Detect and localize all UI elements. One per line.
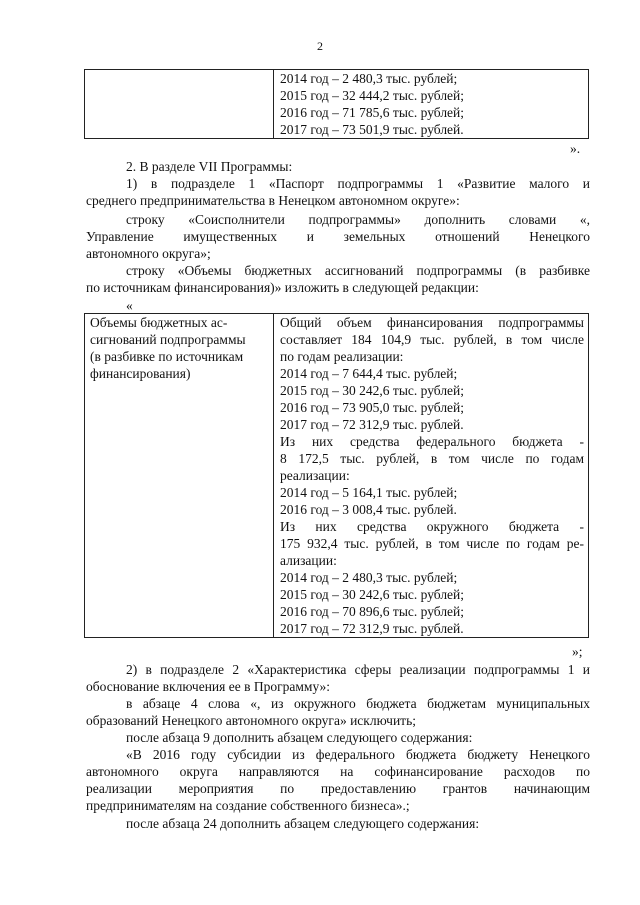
value-line: 2016 год – 73 905,0 тыс. рублей;: [280, 400, 465, 415]
table-value-cell: [274, 314, 589, 638]
value-line: 175 932,4 тыс. рублей, в том числе по годам ре-: [280, 536, 584, 551]
main-table-closing-quote: »;: [572, 644, 583, 659]
value-line: ализации:: [280, 553, 337, 568]
table-label-cell: [85, 314, 274, 638]
paragraph4-amendment: [86, 695, 590, 729]
top-table-line: 2015 год – 32 444,2 тыс. рублей;: [280, 88, 465, 103]
label-line: финансирования): [90, 366, 191, 381]
coexec-line: автономного округа»;: [86, 246, 211, 261]
open-quote: «: [126, 298, 133, 313]
value-line: по годам реализации:: [280, 349, 404, 364]
subsidy-line: реализации мероприятия по предоставлению грантов начинающим: [86, 781, 590, 796]
budget-allocation-table: [84, 313, 589, 638]
item2-line: 2) в подразделе 2 «Характеристика сферы реализации подпрограммы 1 и: [126, 662, 590, 677]
section-heading: 2. В разделе VII Программы:: [126, 159, 293, 174]
top-table-years-cell: [274, 70, 589, 139]
item2-line: обоснование включения ее в Программу»:: [86, 679, 331, 694]
item1-paragraph: [86, 175, 590, 209]
top-budget-table: [84, 69, 589, 139]
volumes-paragraph: [86, 262, 590, 296]
top-table-closing-quote: ».: [570, 141, 581, 156]
subsidy-line: предпринимателям на создание собственного бизнеса».;: [86, 798, 410, 813]
volumes-line: строку «Объемы бюджетных ассигнований подпрограммы (в разбивке: [126, 263, 590, 278]
volumes-line: по источникам финансирования)» изложить в следующей редакции:: [86, 280, 479, 295]
value-line: 2015 год – 30 242,6 тыс. рублей;: [280, 587, 465, 602]
after-paragraph-24: после абзаца 24 дополнить абзацем следующего содержания:: [126, 816, 480, 831]
value-line: 2016 год – 70 896,6 тыс. рублей;: [280, 604, 465, 619]
top-table-line: 2016 год – 71 785,6 тыс. рублей;: [280, 105, 465, 120]
value-line: 2017 год – 72 312,9 тыс. рублей.: [280, 621, 464, 636]
para4-line: в абзаце 4 слова «, из окружного бюджета бюджетам муниципальных: [126, 696, 590, 711]
value-line: реализации:: [280, 468, 350, 483]
coexec-line: Управление имущественных и земельных отношений Ненецкого: [86, 229, 590, 244]
label-line: Объемы бюджетных ас-: [90, 315, 228, 330]
para4-line: образований Ненецкого автономного округа» исключить;: [86, 713, 416, 728]
item1-line: 1) в подразделе 1 «Паспорт подпрограммы 1 «Развитие малого и: [126, 176, 590, 191]
value-line: Из них средства окружного бюджета -: [280, 519, 584, 534]
page-number: 2: [317, 39, 323, 53]
value-line: Общий объем финансирования подпрограммы: [280, 315, 584, 330]
value-line: 2017 год – 72 312,9 тыс. рублей.: [280, 417, 464, 432]
value-line: 2016 год – 3 008,4 тыс. рублей.: [280, 502, 457, 517]
value-line: 2014 год – 5 164,1 тыс. рублей;: [280, 485, 458, 500]
value-line: составляет 184 104,9 тыс. рублей, в том числе: [280, 332, 584, 347]
top-table-empty-cell: [85, 70, 274, 139]
value-line: Из них средства федерального бюджета -: [280, 434, 584, 449]
top-table-line: 2014 год – 2 480,3 тыс. рублей;: [280, 71, 458, 86]
label-line: сигнований подпрограммы: [90, 332, 246, 347]
coexec-line: строку «Соисполнители подпрограммы» дополнить словами «,: [126, 212, 590, 227]
item1-line: среднего предпринимательства в Ненецком автономном округе»:: [86, 193, 460, 208]
top-table-line: 2017 год – 73 501,9 тыс. рублей.: [280, 122, 464, 137]
item2-paragraph: [86, 661, 590, 695]
after-paragraph-9: после абзаца 9 дополнить абзацем следующего содержания:: [126, 730, 473, 745]
subsidy-paragraph: [86, 746, 590, 814]
subsidy-line: автономного округа направляются на софинансирование расходов по: [86, 764, 590, 779]
value-line: 2014 год – 2 480,3 тыс. рублей;: [280, 570, 458, 585]
subsidy-line: «В 2016 году субсидии из федерального бюджета бюджету Ненецкого: [126, 747, 590, 762]
label-line: (в разбивке по источникам: [90, 349, 244, 364]
value-line: 2015 год – 30 242,6 тыс. рублей;: [280, 383, 465, 398]
value-line: 8 172,5 тыс. рублей, в том числе по годам: [280, 451, 584, 466]
coexecutors-paragraph: [86, 211, 590, 262]
value-line: 2014 год – 7 644,4 тыс. рублей;: [280, 366, 458, 381]
